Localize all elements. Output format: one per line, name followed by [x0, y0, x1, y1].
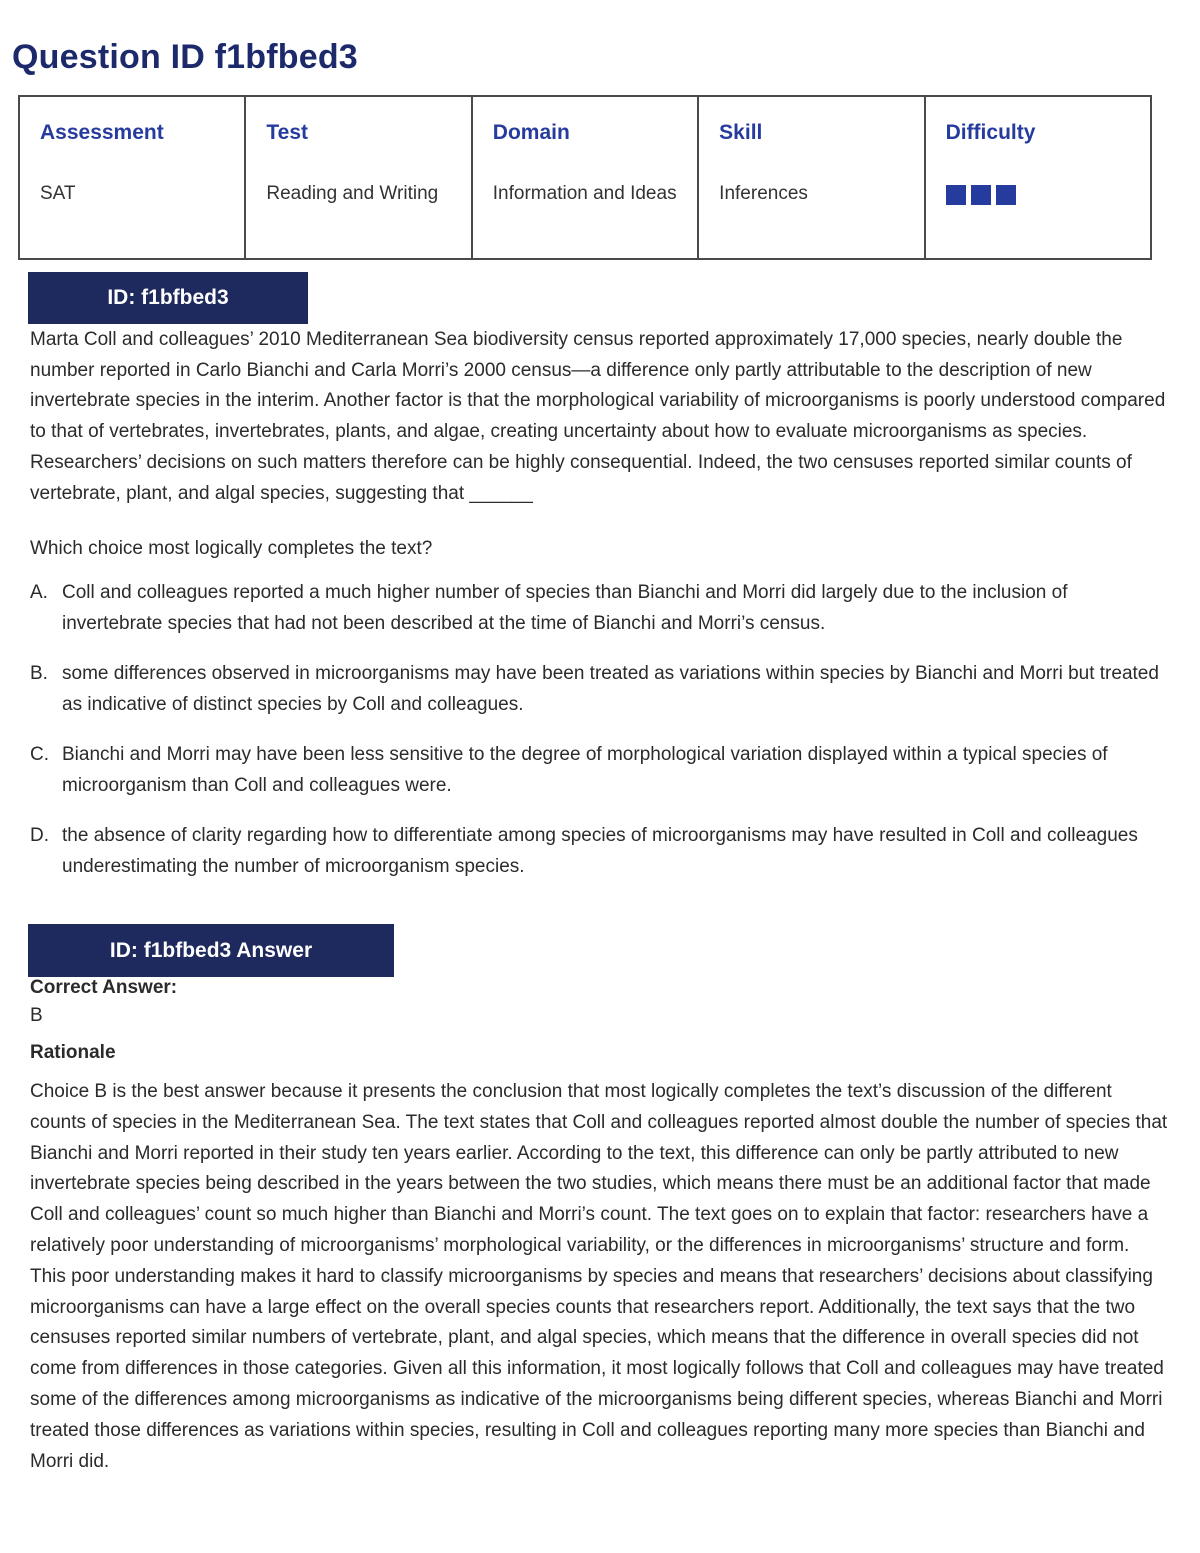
difficulty-square: [946, 185, 966, 205]
correct-answer-value: B: [30, 1005, 43, 1026]
question-meta-table: [18, 95, 1152, 260]
choice-text: Bianchi and Morri may have been less sensitive to the degree of morphological variation displayed within a typical species of microorganism than Coll and colleagues were.: [62, 744, 1108, 796]
meta-cell-test: [245, 96, 471, 259]
meta-cell-difficulty: [925, 96, 1151, 259]
skill-value: Inferences: [719, 183, 808, 204]
difficulty-label: Difficulty: [945, 121, 1036, 144]
choice-letter: C.: [30, 744, 49, 765]
domain-value: Information and Ideas: [492, 183, 677, 204]
difficulty-square: [996, 185, 1016, 205]
rationale-text: Choice B is the best answer because it presents the conclusion that most logically completes the text’s discussion of the different counts of species in the Mediterranean Sea. The text states that Coll and colleagues reported almost double the number of species that Bianchi and Morri reported in their study ten years earlier. According to the text, this difference can only be partly attributed to new invertebrate species being described in the years between the two studies, which means there must be an additional factor that made Coll and colleagues’ count so much higher than Bianchi and Morri’s count. The text goes on to explain that factor: researchers have a relatively poor understanding of microorganisms’ morphological variability, or the differences in microorganisms’ structure and form. This poor understanding makes it hard to classify microorganisms by species and means that researchers’ decisions about classifying microorganisms can have a large effect on the overall species counts that researchers report. Additionally, the text says that the two censuses reported similar numbers of vertebrate, plant, and algal species, which means that the difference in overall species did not come from differences in those categories. Given all this information, it most logically follows that Coll and colleagues may have treated some of the differences among microorganisms as indicative of the microorganisms being different species, whereas Bianchi and Morri treated those differences as variations within species, resulting in Coll and colleagues reporting many more species than Bianchi and Morri did.: [30, 1081, 1168, 1472]
rationale-heading: Rationale: [30, 1042, 116, 1063]
answer-id-banner: ID: f1bfbed3 Answer: [28, 924, 394, 977]
question-passage: Marta Coll and colleagues’ 2010 Mediterranean Sea biodiversity census reported approximately 17,000 species, nearly double the number reported in Carlo Bianchi and Carla Morri’s 2000 census—a difference only partly attributable to the description of new invertebrate species in the interim. Another factor is that the morphological variability of microorganisms is poorly understood compared to that of vertebrates, invertebrates, plants, and algae, creating uncertainty about how to evaluate microorganisms as species. Researchers’ decisions on such matters therefore can be highly consequential. Indeed, the two censuses reported similar counts of vertebrate, plant, and algal species, suggesting that ______: [30, 329, 1166, 504]
choice-letter: D.: [30, 825, 49, 846]
choice-d: [30, 820, 1170, 882]
domain-label: Domain: [492, 121, 570, 144]
choice-b: [30, 658, 1170, 720]
skill-label: Skill: [719, 121, 763, 144]
meta-cell-domain: [472, 96, 698, 259]
page-title: Question ID f1bfbed3: [12, 38, 358, 76]
choice-letter: A.: [30, 582, 48, 603]
meta-cell-assessment: [19, 96, 245, 259]
test-label: Test: [266, 121, 309, 144]
choice-a: [30, 577, 1170, 639]
assessment-label: Assessment: [40, 121, 164, 144]
answer-choices: [30, 577, 1170, 901]
choice-letter: B.: [30, 663, 48, 684]
choice-text: Coll and colleagues reported a much higher number of species than Bianchi and Morri did largely due to the inclusion of invertebrate species that had not been described at the time of Bianchi and Morri’s census.: [62, 582, 1068, 634]
question-prompt: Which choice most logically completes the text?: [30, 538, 433, 559]
meta-cell-skill: [698, 96, 924, 259]
choice-text: some differences observed in microorganisms may have been treated as variations within species by Bianchi and Morri but treated as indicative of distinct species by Coll and colleagues.: [62, 663, 1159, 715]
choice-c: [30, 739, 1170, 801]
test-value: Reading and Writing: [266, 183, 439, 204]
difficulty-indicator: [946, 185, 1130, 205]
question-id-banner: ID: f1bfbed3: [28, 272, 308, 324]
assessment-value: SAT: [40, 183, 76, 204]
correct-answer-label: Correct Answer:: [30, 977, 178, 998]
difficulty-square: [971, 185, 991, 205]
choice-text: the absence of clarity regarding how to differentiate among species of microorganisms may have resulted in Coll and colleagues underestimating the number of microorganism species.: [62, 825, 1138, 877]
